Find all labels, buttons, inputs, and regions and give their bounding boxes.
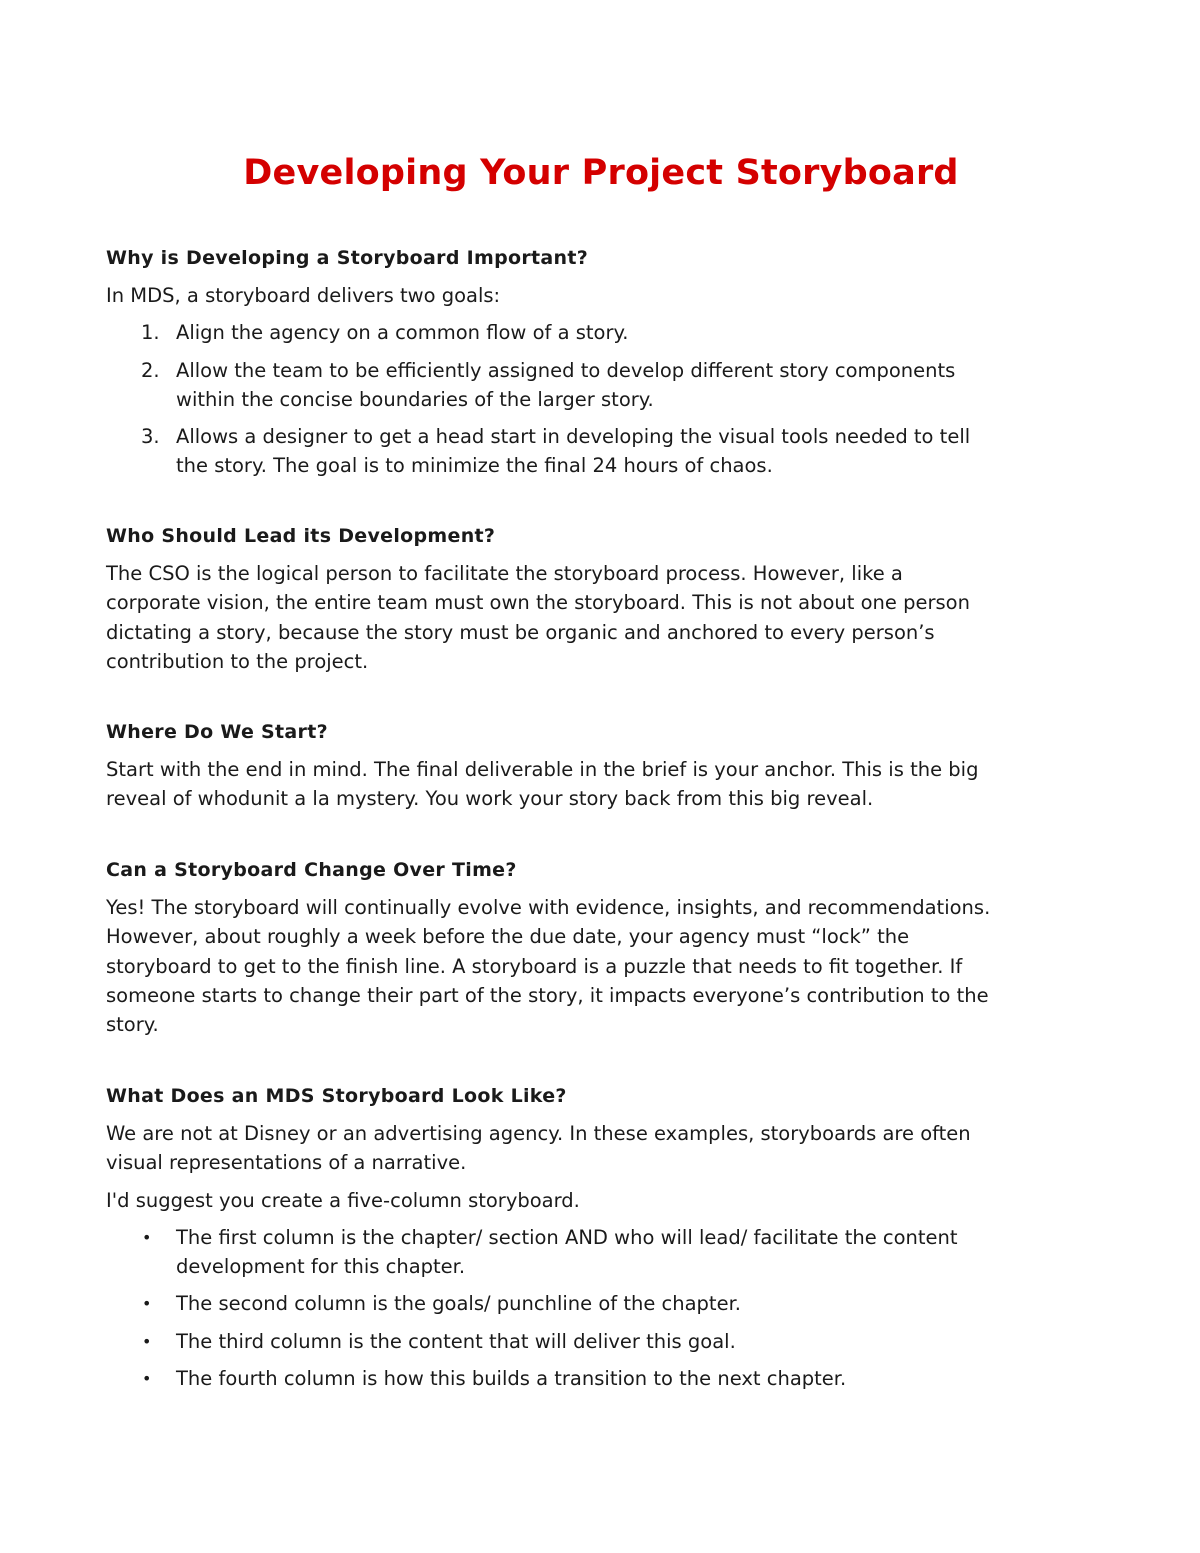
section-heading: Can a Storyboard Change Over Time? — [106, 859, 517, 881]
list-item-line: The second column is the goals/ punchline of the chapter. — [176, 1292, 742, 1316]
section-heading: Why is Developing a Storyboard Important? — [106, 247, 589, 269]
bullet-icon: • — [142, 1369, 152, 1389]
section-storyboard-look — [106, 1082, 1096, 1401]
paragraph-line: storyboard to get to the finish line. A storyboard is a puzzle that needs to fit together. If — [106, 954, 963, 978]
section-why-important — [106, 244, 1096, 489]
list-item — [106, 1223, 1096, 1282]
suggestion-text: I'd suggest you create a five-column storyboard. — [106, 1188, 580, 1212]
list-number: 2. — [141, 358, 160, 382]
list-item-line: Allows a designer to get a head start in developing the visual tools needed to tell — [176, 425, 971, 449]
section-who-should-lead — [106, 522, 1096, 676]
paragraph-line: contribution to the project. — [106, 649, 369, 673]
bullet-icon: • — [142, 1294, 152, 1314]
paragraph-line: Start with the end in mind. The final deliverable in the brief is your anchor. This is the big — [106, 758, 979, 781]
list-item-line: The third column is the content that will deliver this goal. — [176, 1329, 736, 1353]
paragraph-line: corporate vision, the entire team must own the storyboard. This is not about one person — [106, 591, 970, 615]
paragraph-line: reveal of whodunit a la mystery. You work your story back from this big reveal. — [106, 787, 874, 811]
numbered-list — [106, 318, 1096, 480]
section-intro: In MDS, a storyboard delivers two goals: — [106, 284, 501, 307]
paragraph-line: The CSO is the logical person to facilitate the storyboard process. However, like a — [106, 562, 903, 585]
list-item — [106, 1364, 1096, 1393]
section-heading: Where Do We Start? — [106, 721, 328, 743]
list-item-line: the story. The goal is to minimize the final 24 hours of chaos. — [176, 454, 773, 478]
list-number: 3. — [141, 425, 160, 449]
bullet-list — [106, 1223, 1096, 1393]
paragraph-line: visual representations of a narrative. — [106, 1151, 467, 1175]
document-title: Developing Your Project Storyboard — [243, 153, 959, 193]
list-number: 1. — [141, 321, 160, 345]
bullet-icon: • — [142, 1227, 152, 1247]
list-item-line: within the concise boundaries of the larger story. — [176, 387, 654, 411]
paragraph-line: someone starts to change their part of the story, it impacts everyone’s contribution to the — [106, 983, 989, 1007]
list-item — [106, 422, 1096, 481]
paragraph-line: dictating a story, because the story must be organic and anchored to every person’s — [106, 620, 935, 644]
section-heading: Who Should Lead its Development? — [106, 525, 496, 547]
section-change-over-time — [106, 856, 1096, 1039]
paragraph-line: We are not at Disney or an advertising agency. In these examples, storyboards are often — [106, 1122, 971, 1145]
list-item-line: development for this chapter. — [176, 1255, 466, 1279]
section-where-start — [106, 718, 1096, 814]
list-item-line: The first column is the chapter/ section AND who will lead/ facilitate the content — [176, 1225, 958, 1249]
section-heading: What Does an MDS Storyboard Look Like? — [106, 1085, 567, 1107]
list-item-line: Allow the team to be efficiently assigned to develop different story components — [176, 358, 956, 382]
list-item — [106, 356, 1096, 415]
bullet-icon: • — [142, 1331, 152, 1351]
paragraph-line: Yes! The storyboard will continually evolve with evidence, insights, and recommendations. — [106, 896, 991, 919]
list-item-line: The fourth column is how this builds a transition to the next chapter. — [176, 1367, 847, 1391]
list-item — [106, 1327, 1096, 1356]
paragraph-line: However, about roughly a week before the due date, your agency must “lock” the — [106, 925, 910, 949]
list-item — [106, 1289, 1096, 1318]
paragraph-line: story. — [106, 1013, 159, 1037]
list-item — [106, 318, 1096, 347]
list-item-line: Align the agency on a common flow of a story. — [176, 321, 629, 345]
